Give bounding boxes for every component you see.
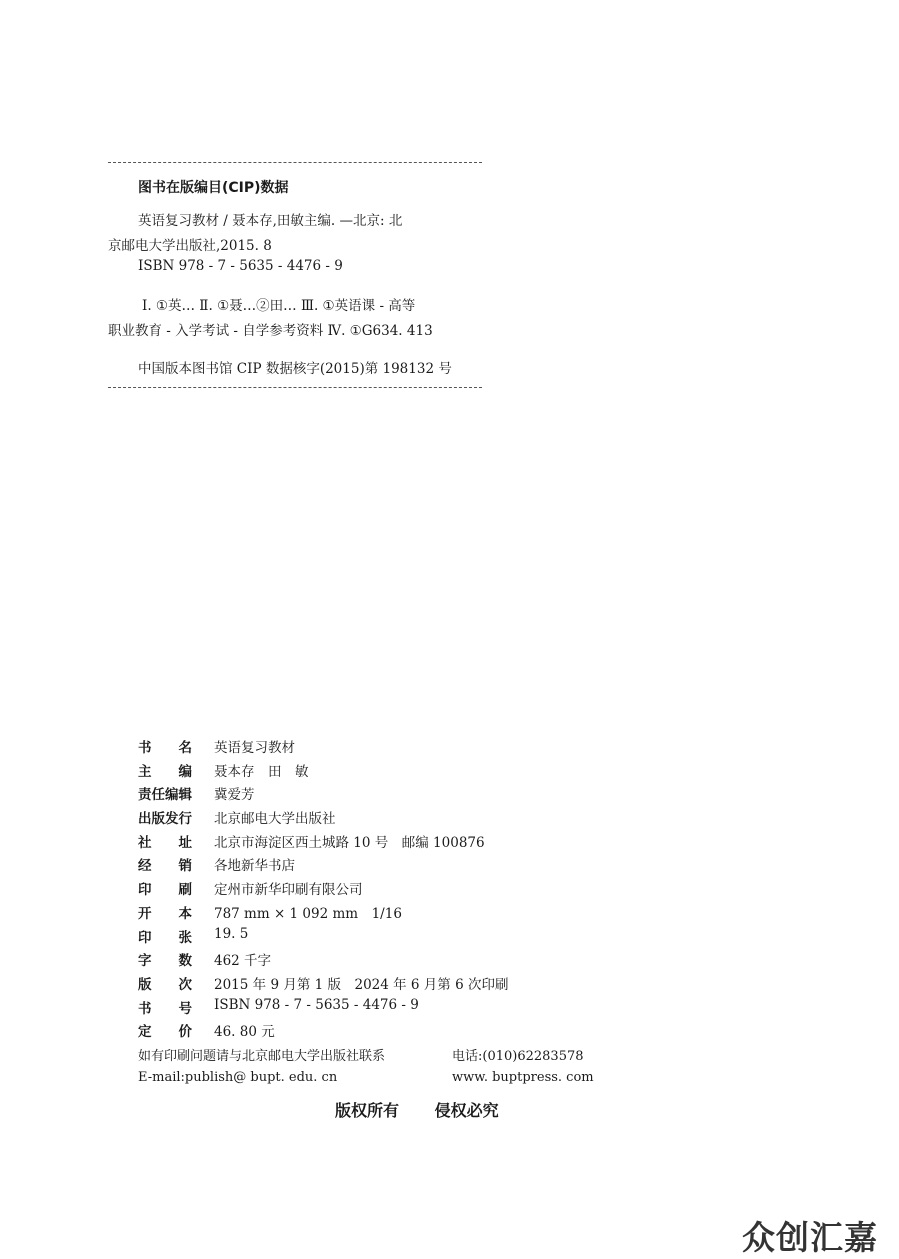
info-label: 印 张 — [138, 930, 192, 946]
info-value: ISBN 978 - 7 - 5635 - 4476 - 9 — [214, 997, 419, 1013]
info-label: 书 名 — [138, 740, 192, 756]
cip-isbn: ISBN 978 - 7 - 5635 - 4476 - 9 — [138, 258, 343, 274]
info-label: 印 刷 — [138, 882, 192, 898]
info-label: 字 数 — [138, 953, 192, 969]
info-value: 787 mm × 1 092 mm 1/16 — [214, 906, 402, 922]
info-label: 书 号 — [138, 1001, 192, 1017]
cip-record-number: 中国版本图书馆 CIP 数据核字(2015)第 198132 号 — [138, 361, 452, 377]
cip-top-divider — [108, 162, 482, 163]
contact-email: E-mail:publish@ bupt. edu. cn — [138, 1070, 338, 1085]
info-value: 英语复习教材 — [214, 740, 295, 756]
contact-note: 如有印刷问题请与北京邮电大学出版社联系 — [138, 1049, 386, 1064]
watermark-logo: 众创汇嘉 — [742, 1218, 878, 1257]
info-value: 北京邮电大学出版社 — [214, 811, 336, 827]
cip-title: 图书在版编目(CIP)数据 — [138, 180, 289, 196]
cip-line: 英语复习教材 / 聂本存,田敏主编. —北京: 北 — [138, 213, 403, 229]
info-value: 2015 年 9 月第 1 版 2024 年 6 月第 6 次印刷 — [214, 977, 509, 993]
cip-line: Ⅰ. ①英… Ⅱ. ①聂…②田… Ⅲ. ①英语课 - 高等 — [142, 298, 416, 314]
info-label: 定 价 — [138, 1024, 192, 1040]
publisher-website: www. buptpress. com — [452, 1070, 594, 1085]
info-value: 19. 5 — [214, 926, 249, 942]
info-label: 出版发行 — [138, 811, 192, 827]
copyright-notice — [335, 1098, 499, 1121]
cip-line: 京邮电大学出版社,2015. 8 — [108, 238, 272, 254]
info-value: 冀爱芳 — [214, 787, 255, 803]
info-value: 各地新华书店 — [214, 858, 295, 874]
info-value: 462 千字 — [214, 953, 272, 969]
info-label: 社 址 — [138, 835, 192, 851]
info-value: 聂本存 田 敏 — [214, 764, 309, 780]
cip-bottom-divider — [108, 387, 482, 388]
info-label: 经 销 — [138, 858, 192, 874]
info-label: 开 本 — [138, 906, 192, 922]
info-label: 版 次 — [138, 977, 192, 993]
info-label: 主 编 — [138, 764, 192, 780]
infringement-notice: 侵权必究 — [434, 1101, 499, 1120]
info-label: 责任编辑 — [138, 787, 192, 803]
contact-phone: 电话:(010)62283578 — [452, 1049, 584, 1064]
info-value: 北京市海淀区西土城路 10 号 邮编 100876 — [214, 835, 485, 851]
info-value: 46. 80 元 — [214, 1024, 275, 1040]
info-value: 定州市新华印刷有限公司 — [214, 882, 363, 898]
cip-line: 职业教育 - 入学考试 - 自学参考资料 Ⅳ. ①G634. 413 — [108, 323, 433, 339]
all-rights-reserved: 版权所有 — [335, 1101, 400, 1120]
